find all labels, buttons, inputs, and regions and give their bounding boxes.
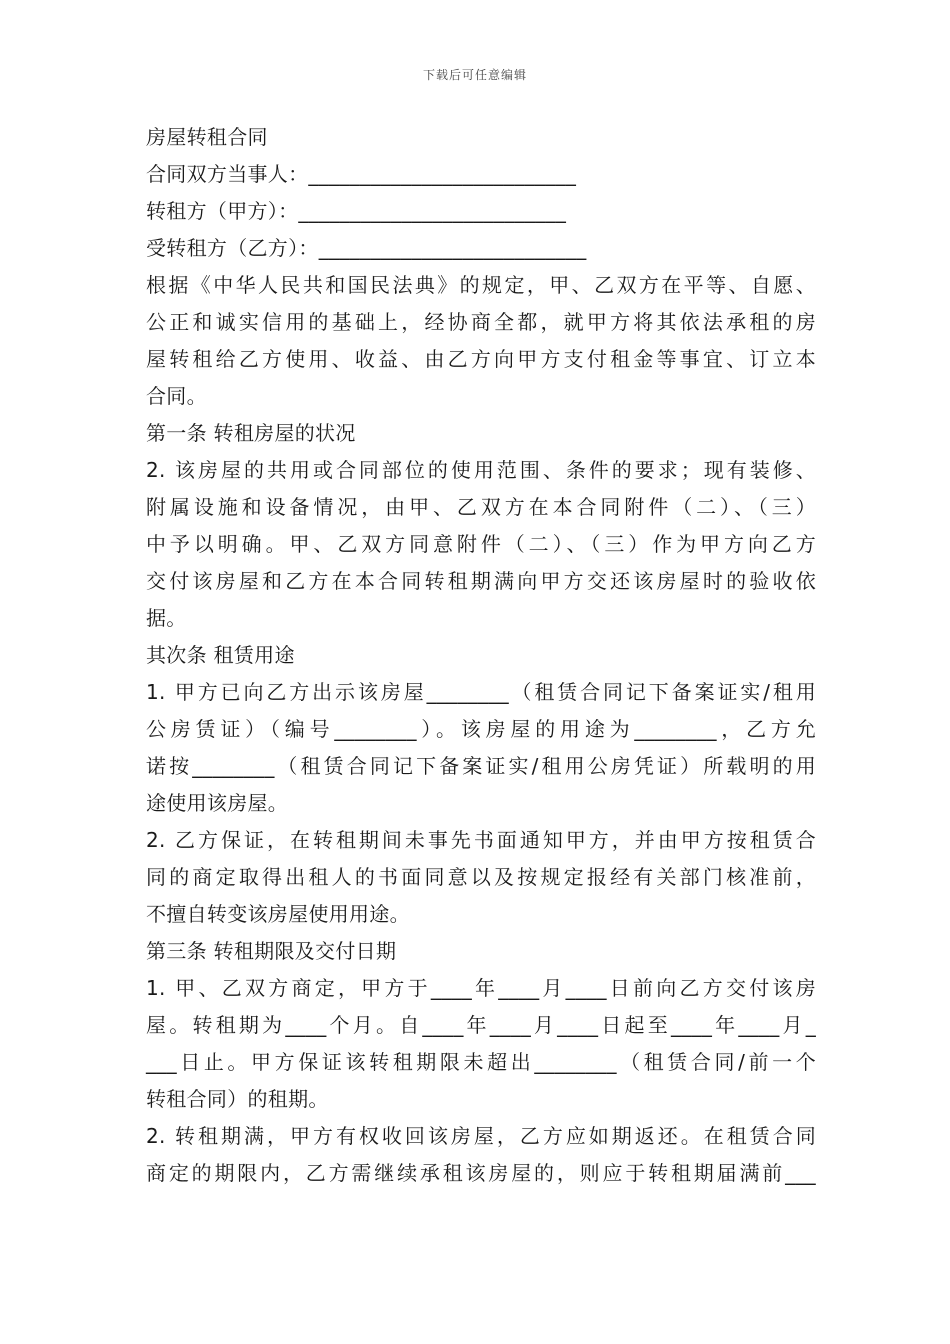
article-3-clause-2: 2. 转租期满，甲方有权收回该房屋，乙方应如期返还。在租赁合同 bbox=[146, 1124, 816, 1148]
article-2-clause-1: 公房赁证）（编号________）。该房屋的用途为________，乙方允 bbox=[146, 717, 816, 741]
article-3-clause-1: 屋。转租期为____个月。自____年____月____日起至____年____月_ bbox=[146, 1013, 816, 1037]
header-note: 下载后可任意编辑 bbox=[422, 68, 527, 82]
article-2-heading: 其次条 租赁用途 bbox=[146, 643, 295, 667]
article-3-heading: 第三条 转租期限及交付日期 bbox=[146, 939, 397, 963]
article-2-clause-2: 2. 乙方保证，在转租期间未事先书面通知甲方，并由甲方按租赁合 bbox=[146, 828, 816, 852]
article-3-clause-1: 转租合同）的租期。 bbox=[146, 1087, 329, 1111]
field-party-a: 转租方（甲方）：__________________________ bbox=[146, 199, 567, 223]
article-2-clause-1: 1. 甲方已向乙方出示该房屋________（租赁合同记下备案证实/租用 bbox=[146, 680, 816, 704]
article-3-clause-1: 1. 甲、乙双方商定，甲方于____年____月____日前向乙方交付该房 bbox=[146, 976, 816, 1000]
article-2-clause-1: 途使用该房屋。 bbox=[146, 791, 289, 815]
article-1-clause: 2. 该房屋的共用或合同部位的使用范围、条件的要求；现有装修、 bbox=[146, 458, 816, 482]
article-2-clause-1: 诺按________（租赁合同记下备案证实/租用公房凭证）所载明的用 bbox=[146, 754, 816, 778]
field-parties: 合同双方当事人：__________________________ bbox=[146, 162, 577, 186]
article-2-clause-2: 同的商定取得出租人的书面同意以及按规定报经有关部门核准前， bbox=[146, 865, 816, 889]
preamble-line: 根据《中华人民共和国民法典》的规定，甲、乙双方在平等、自愿、 bbox=[146, 273, 816, 297]
article-1-clause: 交付该房屋和乙方在本合同转租期满向甲方交还该房屋时的验收依 bbox=[146, 569, 816, 593]
article-2-clause-2: 不擅自转变该房屋使用用途。 bbox=[146, 902, 410, 926]
article-3-clause-2: 商定的期限内，乙方需继续承租该房屋的，则应于转租期届满前___ bbox=[146, 1161, 816, 1185]
preamble-line: 屋转租给乙方使用、收益、由乙方向甲方支付租金等事宜、订立本 bbox=[146, 347, 816, 371]
article-1-clause: 附属设施和设备情况，由甲、乙双方在本合同附件（二）、（三） bbox=[146, 495, 816, 519]
preamble-line: 合同。 bbox=[146, 384, 207, 408]
article-3-clause-1: ___日止。甲方保证该转租期限未超出________（租赁合同/前一个 bbox=[146, 1050, 816, 1074]
article-1-clause: 据。 bbox=[146, 606, 187, 630]
document-title: 房屋转租合同 bbox=[146, 125, 268, 149]
article-1-heading: 第一条 转租房屋的状况 bbox=[146, 421, 356, 445]
preamble-line: 公正和诚实信用的基础上，经协商全都，就甲方将其依法承租的房 bbox=[146, 310, 816, 334]
article-1-clause: 中予以明确。甲、乙双方同意附件（二）、（三）作为甲方向乙方 bbox=[146, 532, 816, 556]
document-body bbox=[146, 119, 816, 1192]
field-party-b: 受转租方（乙方）：__________________________ bbox=[146, 236, 587, 260]
